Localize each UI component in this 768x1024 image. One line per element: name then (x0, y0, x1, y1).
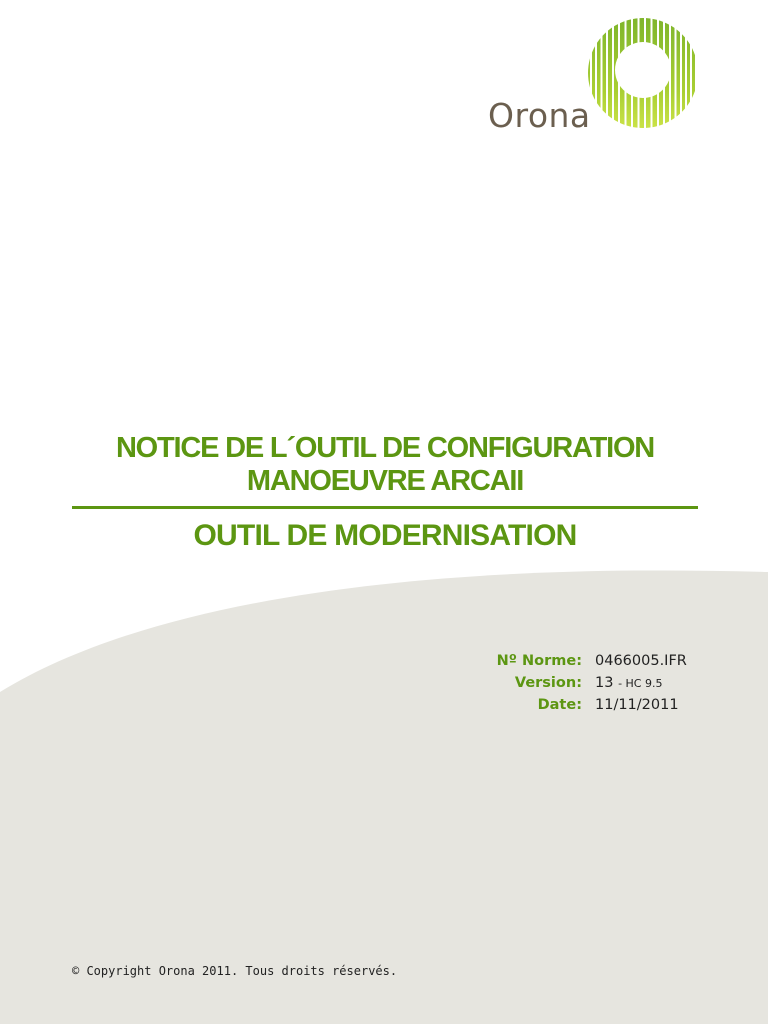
date-value: 11/11/2011 (595, 697, 679, 713)
title-block (72, 432, 698, 553)
norme-value: 0466005.IFR (595, 653, 687, 669)
meta-row-date (440, 694, 687, 716)
subtitle: OUTIL DE MODERNISATION (193, 519, 577, 552)
document-meta (440, 650, 687, 716)
version-value-group (595, 675, 662, 691)
title-line-2: MANOEUVRE ARCAII (246, 465, 524, 497)
orona-logo-wordmark: Orona (488, 96, 591, 135)
version-suffix: - HC 9.5 (618, 677, 663, 690)
title-divider (72, 506, 698, 509)
meta-row-version (440, 672, 687, 694)
date-label: Date: (537, 697, 582, 713)
title-line-1: NOTICE DE L´OUTIL DE CONFIGURATION (115, 432, 655, 464)
meta-row-norme (440, 650, 687, 672)
copyright-notice: © Copyright Orona 2011. Tous droits réservés. (72, 964, 398, 978)
norme-label: Nº Norme: (496, 653, 582, 669)
version-value: 13 (595, 675, 614, 691)
version-label: Version: (514, 675, 582, 691)
